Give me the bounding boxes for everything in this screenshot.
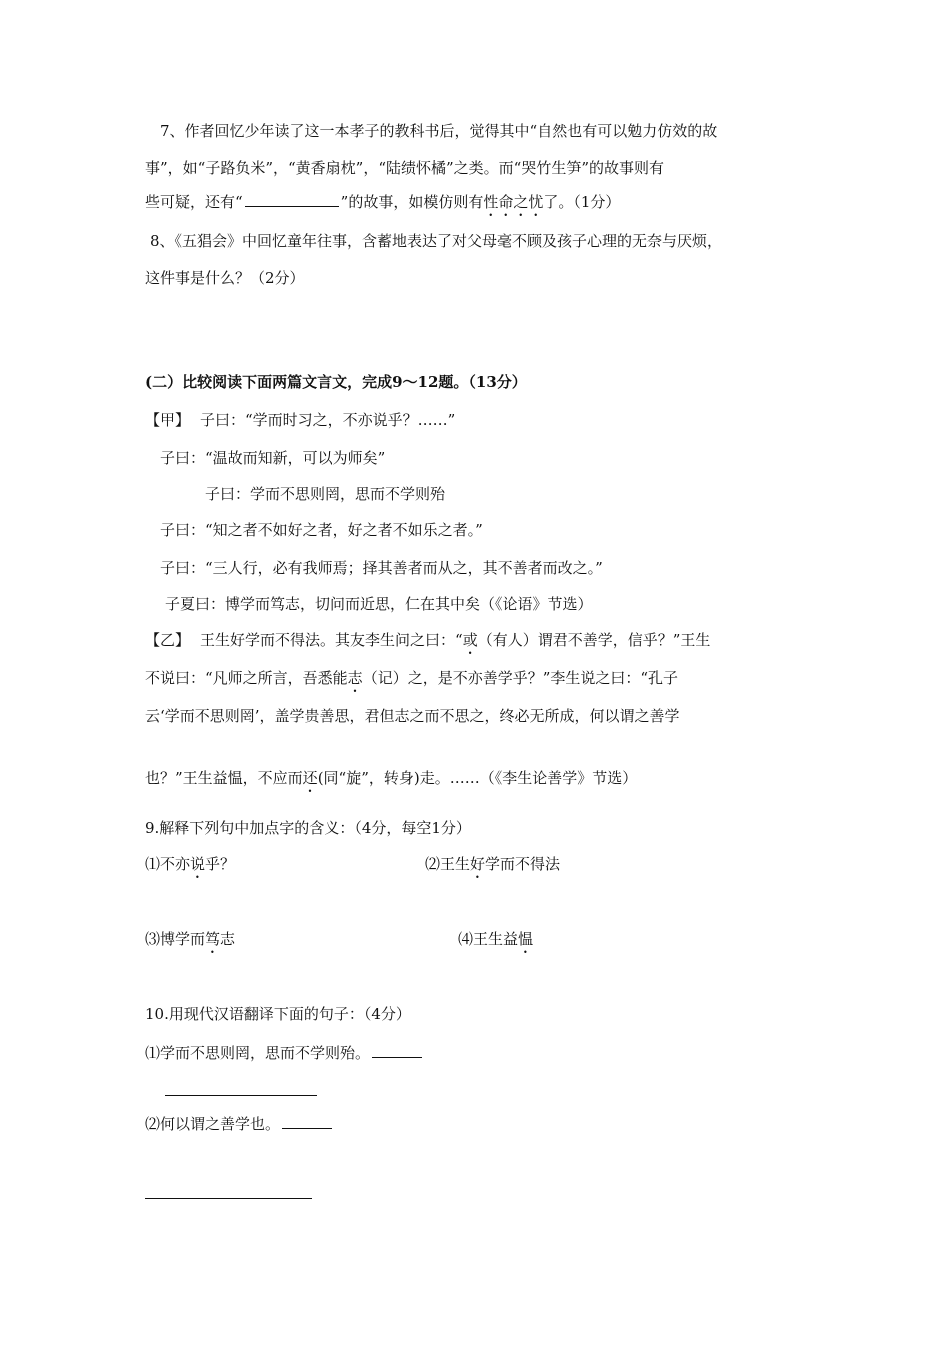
section-heading: (二）比较阅读下面两篇文言文，完成9～12题。（13分） [145,373,527,391]
q9-item-2-dotted: 好 [470,855,486,873]
passage-b-dotted-4: 还 [302,769,318,787]
q10-item-1-answer-line[interactable] [165,1095,317,1096]
passage-a-text-1: 子曰：“学而时习之，不亦说乎？……” [200,411,456,429]
q9-item-2-text-b: 学而不得法 [485,855,561,873]
q8-line-1: 8、《五猖会》中回忆童年往事，含蓄地表达了对父母毫不顾及孩子心理的无奈与厌烦， [150,232,723,250]
q10-item-1 [145,1043,422,1063]
q9-item-3-text-b: 志 [220,930,236,948]
q9-item-4-dotted: 愠 [518,930,534,948]
q9-item-4 [458,929,533,957]
q9-item-1-text-b: 乎？ [205,855,236,873]
passage-a-line-6: 子夏曰：博学而笃志，切问而近思，仁在其中矣（《论语》节选） [165,595,593,613]
passage-b-line-4 [145,768,637,796]
q10-item-2-number: ⑵ [145,1115,161,1133]
passage-a-line-5: 子曰：“三人行，必有我师焉；择其善者而从之，其不善者而改之。” [160,559,603,577]
passage-b-text-2a: 不说曰：“凡师之所言，吾悉能 [145,669,348,687]
passage-a-label: 【甲】 [145,411,191,429]
q10-prompt: 10.用现代汉语翻译下面的句子：（4分） [145,1005,411,1023]
q10-item-2 [145,1114,332,1134]
q9-item-3 [145,929,235,957]
q9-item-3-dotted: 笃 [205,930,221,948]
q10-item-2-blank[interactable] [282,1114,332,1129]
passage-a-line-1 [145,410,455,430]
q9-item-4-number: ⑷ [458,930,474,948]
passage-b-line-2 [145,668,678,696]
passage-b-text-4a: 也？”王生益愠，不应而 [145,769,303,787]
passage-b-dotted-2: 志 [347,669,363,687]
q7-line-3 [145,192,620,220]
q9-item-3-number: ⑶ [145,930,161,948]
q8-line-2: 这件事是什么？（2分） [145,269,305,287]
passage-a-line-3: 子曰：学而不思则罔，思而不学则殆 [205,485,446,503]
q10-item-1-number: ⑴ [145,1044,161,1062]
q9-item-1-number: ⑴ [145,855,161,873]
passage-b-text-1a: 王生好学而不得法。其友李生问之曰：“ [200,631,463,649]
q7-line-2: 事”，如“子路负米”，“黄香扇枕”，“陆绩怀橘”之类。而“哭竹生笋”的故事则有 [145,159,665,177]
q9-item-4-text-a: 王生益 [473,930,519,948]
q9-item-2-number: ⑵ [425,855,441,873]
passage-a-line-4: 子曰：“知之者不如好之者，好之者不如乐之者。” [160,521,483,539]
passage-a-line-2: 子曰：“温故而知新，可以为师矣” [160,449,386,467]
q10-item-1-text: 学而不思则罔，思而不学则殆。 [160,1044,371,1062]
q10-item-2-answer-line[interactable] [145,1198,312,1199]
q7-text-b: ”的故事，如模仿则有 [340,193,484,211]
q10-item-1-blank[interactable] [372,1043,422,1058]
q9-item-2 [425,854,560,882]
q7-answer-blank[interactable] [245,192,339,207]
q9-item-1-text-a: 不亦 [160,855,191,873]
q7-line-1: 7、作者回忆少年读了这一本孝子的教科书后，觉得其中“自然也有可以勉力仿效的故 [160,122,718,140]
passage-b-text-2b: （记）之，是不亦善学乎？”李生说之曰：“孔子 [362,669,679,687]
q9-prompt: 9.解释下列句中加点字的含义：（4分，每空1分） [145,819,471,837]
passage-b-text-4b: (同“旋”，转身)走。……（《李生论善学》节选） [317,769,638,787]
q7-text-a: 些可疑，还有“ [145,193,243,211]
passage-b-text-1b: （有人）谓君不善学，信乎？”王生 [477,631,711,649]
q7-dotted-words: 性命之忧 [483,193,544,211]
q9-item-1-dotted: 说 [190,855,206,873]
passage-b-line-3: 云‘学而不思则罔’，盖学贵善思，君但志之而不思之，终必无所成，何以谓之善学 [145,707,680,725]
q9-item-2-text-a: 王生 [440,855,471,873]
passage-b-line-1 [145,630,710,658]
q7-text-c: 了。（1分） [543,193,621,211]
passage-b-label: 【乙】 [145,631,191,649]
passage-b-dotted-1: 或 [462,631,478,649]
q9-item-1 [145,854,235,882]
q9-item-3-text-a: 博学而 [160,930,206,948]
q10-item-2-text: 何以谓之善学也。 [160,1115,281,1133]
